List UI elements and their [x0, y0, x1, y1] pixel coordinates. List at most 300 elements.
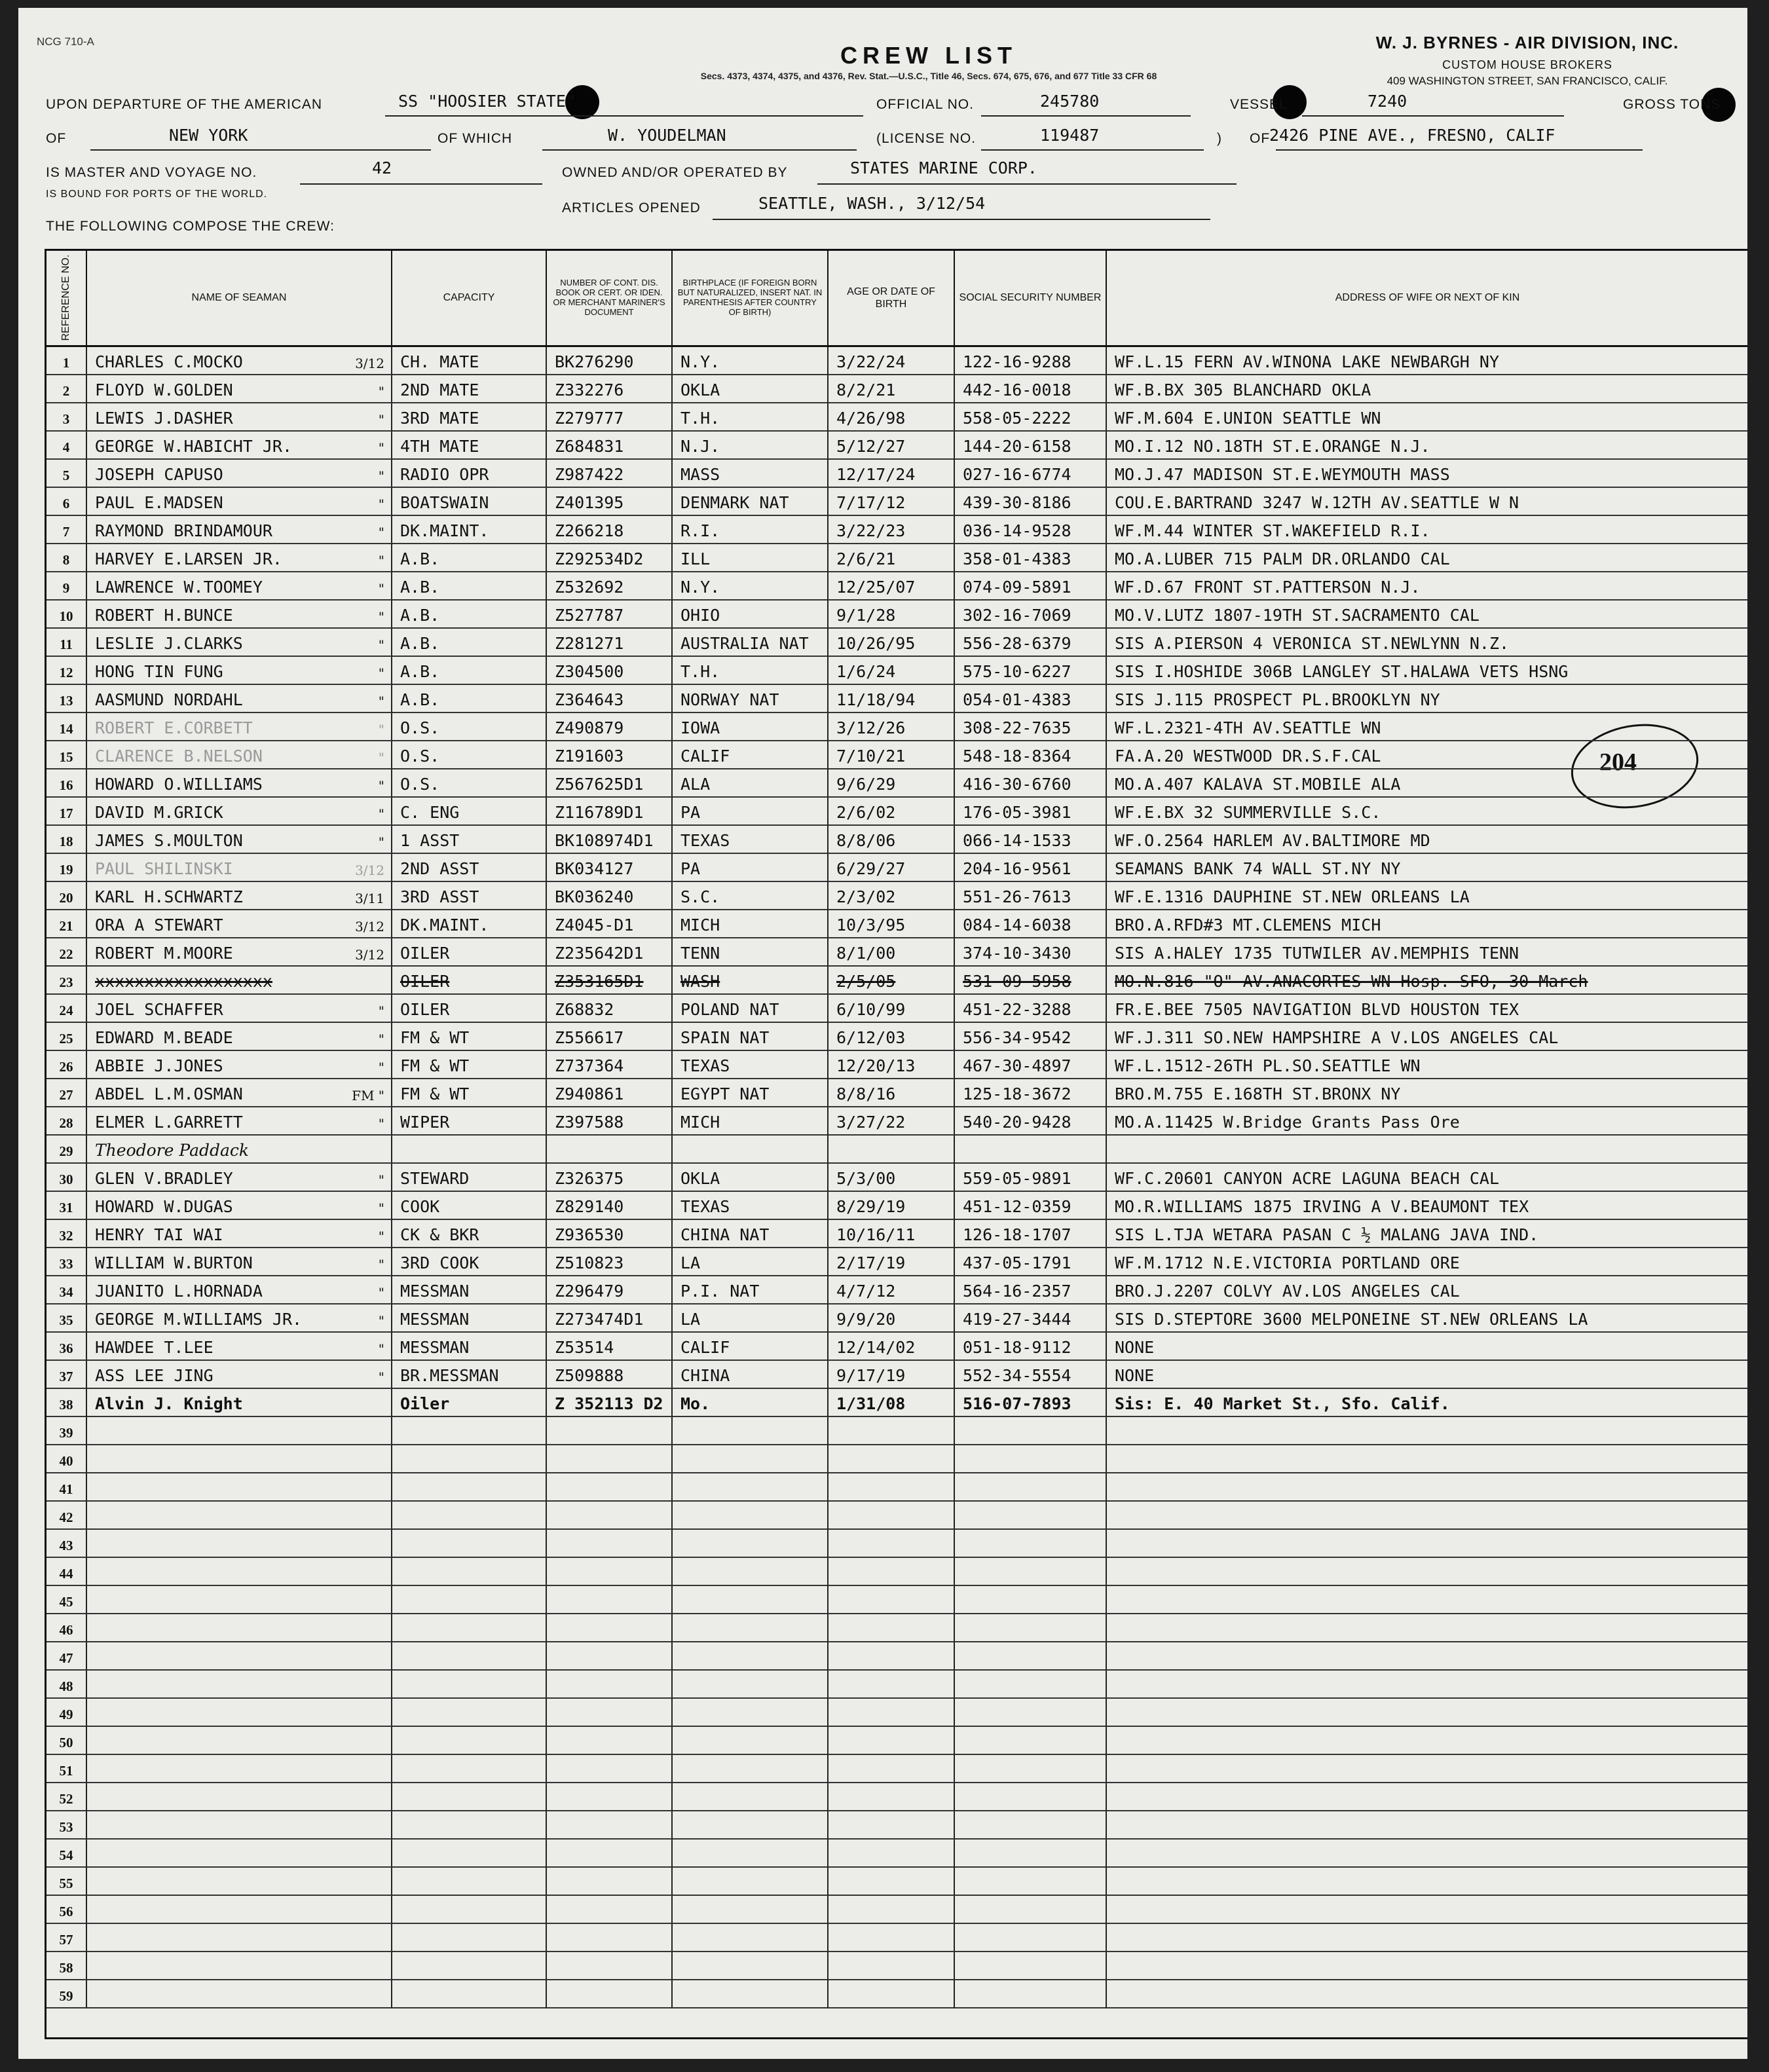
document-title: CREW LIST	[840, 42, 1017, 69]
crew-next-of-kin: WF.O.2564 HARLEM AV.BALTIMORE MD	[1107, 826, 1747, 854]
crew-sign-mark: "	[378, 750, 384, 766]
crew-dob	[829, 1473, 955, 1502]
crew-name	[87, 460, 392, 488]
crew-birthplace	[673, 1530, 829, 1558]
crew-next-of-kin: SIS D.STEPTORE 3600 MELPONEINE ST.NEW ORLEANS LA	[1107, 1304, 1747, 1333]
crew-birthplace: MASS	[673, 460, 829, 488]
crew-name	[87, 938, 392, 967]
crew-dob: 12/14/02	[829, 1333, 955, 1361]
crew-document-no: Z490879	[547, 713, 673, 741]
crew-sign-mark: "	[378, 1313, 384, 1329]
crew-name	[87, 1952, 392, 1980]
crew-birthplace: Mo.	[673, 1389, 829, 1417]
crew-document-no: Z266218	[547, 516, 673, 544]
crew-next-of-kin	[1107, 1417, 1747, 1445]
crew-ssn	[955, 1952, 1107, 1980]
crew-name	[87, 544, 392, 572]
crew-document-no	[547, 1952, 673, 1980]
crew-birthplace	[673, 1558, 829, 1586]
crew-ref: 38	[47, 1389, 87, 1417]
crew-name-text: FLOYD W.GOLDEN	[95, 380, 233, 399]
crew-next-of-kin	[1107, 1530, 1747, 1558]
crew-ref: 54	[47, 1840, 87, 1868]
crew-ssn	[955, 1136, 1107, 1164]
crew-birthplace	[673, 1473, 829, 1502]
crew-next-of-kin: BRO.M.755 E.168TH ST.BRONX NY	[1107, 1079, 1747, 1107]
crew-birthplace	[673, 1136, 829, 1164]
crew-birthplace	[673, 1502, 829, 1530]
crew-ref: 21	[47, 910, 87, 938]
crew-ssn: 558-05-2222	[955, 403, 1107, 432]
crew-next-of-kin	[1107, 1445, 1747, 1473]
label-bound-for: IS BOUND FOR PORTS OF THE WORLD.	[46, 189, 268, 200]
crew-ref: 14	[47, 713, 87, 741]
crew-ssn: 027-16-6774	[955, 460, 1107, 488]
crew-ref: 44	[47, 1558, 87, 1586]
crew-dob: 8/29/19	[829, 1192, 955, 1220]
crew-dob	[829, 1811, 955, 1840]
crew-document-no: Z304500	[547, 657, 673, 685]
crew-sign-mark: "	[378, 1060, 384, 1075]
crew-next-of-kin	[1107, 1473, 1747, 1502]
crew-birthplace: DENMARK NAT	[673, 488, 829, 516]
crew-name-text: GEORGE M.WILLIAMS JR.	[95, 1310, 303, 1329]
crew-dob: 8/8/06	[829, 826, 955, 854]
crew-capacity: A.B.	[392, 629, 547, 657]
crew-document-no: Z53514	[547, 1333, 673, 1361]
broker-address: 409 WASHINGTON STREET, SAN FRANCISCO, CALIF.	[1387, 75, 1668, 87]
crew-sign-mark: "	[378, 581, 384, 597]
crew-next-of-kin	[1107, 1980, 1747, 2008]
crew-capacity: 4TH MATE	[392, 432, 547, 460]
crew-capacity: 2ND ASST	[392, 854, 547, 882]
crew-name-text: JAMES S.MOULTON	[95, 831, 243, 850]
crew-ssn	[955, 1586, 1107, 1614]
crew-sign-mark: "	[378, 834, 384, 850]
crew-sign-mark: "	[378, 609, 384, 625]
crew-ref: 52	[47, 1783, 87, 1811]
crew-sign-mark: "	[378, 440, 384, 456]
crew-ssn	[955, 1980, 1107, 2008]
crew-ssn: 556-28-6379	[955, 629, 1107, 657]
document-subtitle: Secs. 4373, 4374, 4375, and 4376, Rev. Stat.—U.S.C., Title 46, Secs. 674, 675, 676, and 677 Title 33 CFR 68	[700, 71, 1157, 81]
crew-next-of-kin	[1107, 1671, 1747, 1699]
crew-capacity: A.B.	[392, 685, 547, 713]
crew-document-no: Z296479	[547, 1276, 673, 1304]
crew-document-no: Z279777	[547, 403, 673, 432]
crew-name: Theodore Paddack	[87, 1136, 392, 1164]
col-header-ref: REFERENCE NO.	[47, 251, 87, 347]
crew-name	[87, 995, 392, 1023]
crew-ssn: 559-05-9891	[955, 1164, 1107, 1192]
crew-capacity	[392, 1473, 547, 1502]
crew-ref: 1	[47, 347, 87, 375]
crew-document-no	[547, 1727, 673, 1755]
crew-ref: 26	[47, 1051, 87, 1079]
crew-document-no	[547, 1671, 673, 1699]
crew-name	[87, 347, 392, 375]
crew-ssn	[955, 1699, 1107, 1727]
crew-birthplace: PA	[673, 854, 829, 882]
crew-capacity: OILER	[392, 938, 547, 967]
crew-capacity: 3RD MATE	[392, 403, 547, 432]
crew-dob: 4/26/98	[829, 403, 955, 432]
crew-capacity: DK.MAINT.	[392, 910, 547, 938]
crew-name-text: AASMUND NORDAHL	[95, 690, 243, 709]
crew-document-no	[547, 1614, 673, 1642]
crew-birthplace	[673, 1811, 829, 1840]
crew-ref: 39	[47, 1417, 87, 1445]
crew-name-text: ABDEL L.M.OSMAN	[95, 1084, 243, 1103]
crew-ref: 37	[47, 1361, 87, 1389]
crew-ref: 48	[47, 1671, 87, 1699]
master-name: W. YOUDELMAN	[608, 126, 726, 145]
crew-document-no: Z 352113 D2	[547, 1389, 673, 1417]
crew-sign-mark: "	[378, 806, 384, 822]
crew-ref: 22	[47, 938, 87, 967]
crew-birthplace: CHINA	[673, 1361, 829, 1389]
crew-next-of-kin	[1107, 1699, 1747, 1727]
crew-ref: 50	[47, 1727, 87, 1755]
crew-dob: 7/17/12	[829, 488, 955, 516]
crew-sign-mark: "	[378, 1257, 384, 1272]
crew-capacity: A.B.	[392, 572, 547, 601]
crew-capacity: FM & WT	[392, 1051, 547, 1079]
crew-ref: 46	[47, 1614, 87, 1642]
label-departure: UPON DEPARTURE OF THE AMERICAN	[46, 97, 323, 112]
crew-name	[87, 1502, 392, 1530]
crew-ssn	[955, 1445, 1107, 1473]
crew-sign-mark: "	[378, 553, 384, 568]
crew-dob: 9/9/20	[829, 1304, 955, 1333]
crew-name	[87, 713, 392, 741]
crew-ssn	[955, 1755, 1107, 1783]
crew-name-text: ORA A STEWART	[95, 916, 223, 934]
crew-document-no	[547, 1868, 673, 1896]
crew-capacity	[392, 1530, 547, 1558]
crew-sign-mark: "	[378, 694, 384, 709]
crew-birthplace: LA	[673, 1304, 829, 1333]
crew-capacity	[392, 1840, 547, 1868]
crew-birthplace	[673, 1868, 829, 1896]
crew-name-text: EDWARD M.BEADE	[95, 1028, 233, 1047]
crew-birthplace	[673, 1896, 829, 1924]
crew-birthplace	[673, 1783, 829, 1811]
crew-dob	[829, 1614, 955, 1642]
crew-next-of-kin: WF.M.44 WINTER ST.WAKEFIELD R.I.	[1107, 516, 1747, 544]
crew-dob	[829, 1417, 955, 1445]
crew-sign-mark: "	[378, 468, 384, 484]
crew-document-no	[547, 1502, 673, 1530]
col-header-kin: ADDRESS OF WIFE OR NEXT OF KIN	[1107, 251, 1747, 347]
crew-sign-mark: "	[378, 525, 384, 540]
gross-tons: 7240	[1368, 92, 1407, 111]
crew-name	[87, 1023, 392, 1051]
crew-document-no	[547, 1417, 673, 1445]
crew-name	[87, 1192, 392, 1220]
crew-ssn	[955, 1502, 1107, 1530]
crew-ref: 56	[47, 1896, 87, 1924]
crew-capacity	[392, 1417, 547, 1445]
crew-ref: 4	[47, 432, 87, 460]
crew-name	[87, 1530, 392, 1558]
crew-capacity	[392, 1727, 547, 1755]
crew-capacity	[392, 1642, 547, 1671]
crew-dob	[829, 1868, 955, 1896]
crew-name	[87, 1473, 392, 1502]
crew-ref: 5	[47, 460, 87, 488]
crew-dob: 4/7/12	[829, 1276, 955, 1304]
crew-next-of-kin: NONE	[1107, 1333, 1747, 1361]
crew-ref: 53	[47, 1811, 87, 1840]
crew-ssn: 416-30-6760	[955, 769, 1107, 798]
crew-dob	[829, 1924, 955, 1952]
crew-name	[87, 1755, 392, 1783]
crew-name	[87, 1642, 392, 1671]
crew-next-of-kin: SIS A.HALEY 1735 TUTWILER AV.MEMPHIS TENN	[1107, 938, 1747, 967]
crew-name-text: WILLIAM W.BURTON	[95, 1253, 253, 1272]
crew-next-of-kin: SIS J.115 PROSPECT PL.BROOKLYN NY	[1107, 685, 1747, 713]
crew-ref: 15	[47, 741, 87, 769]
crew-capacity: A.B.	[392, 544, 547, 572]
crew-name-text: PAUL E.MADSEN	[95, 493, 223, 512]
crew-document-no	[547, 1980, 673, 2008]
crew-name-text: ROBERT M.MOORE	[95, 944, 233, 963]
crew-capacity: RADIO OPR	[392, 460, 547, 488]
crew-birthplace: WASH	[673, 967, 829, 995]
crew-next-of-kin: Sis: E. 40 Market St., Sfo. Calif.	[1107, 1389, 1747, 1417]
broker-block	[1344, 33, 1711, 88]
crew-sign-mark: "	[378, 496, 384, 512]
crew-birthplace: TEXAS	[673, 826, 829, 854]
crew-sign-mark: "	[378, 1172, 384, 1188]
crew-dob: 12/20/13	[829, 1051, 955, 1079]
crew-ssn: 126-18-1707	[955, 1220, 1107, 1248]
crew-document-no: Z116789D1	[547, 798, 673, 826]
crew-birthplace: P.I. NAT	[673, 1276, 829, 1304]
crew-birthplace: OKLA	[673, 375, 829, 403]
crew-sign-mark: "	[378, 665, 384, 681]
crew-name	[87, 741, 392, 769]
crew-name	[87, 1333, 392, 1361]
crew-sign-mark: 3/12	[355, 919, 384, 934]
crew-name-text: HAWDEE T.LEE	[95, 1338, 214, 1357]
crew-sign-mark: "	[378, 1341, 384, 1357]
crew-next-of-kin	[1107, 1783, 1747, 1811]
crew-document-no: BK108974D1	[547, 826, 673, 854]
crew-ref: 31	[47, 1192, 87, 1220]
crew-document-no: Z684831	[547, 432, 673, 460]
crew-name	[87, 1107, 392, 1136]
crew-sign-mark: "	[378, 1031, 384, 1047]
crew-next-of-kin	[1107, 1868, 1747, 1896]
crew-name	[87, 1783, 392, 1811]
crew-dob	[829, 1840, 955, 1868]
crew-capacity: OILER	[392, 967, 547, 995]
crew-next-of-kin: WF.M.604 E.UNION SEATTLE WN	[1107, 403, 1747, 432]
crew-name-text: ROBERT H.BUNCE	[95, 606, 233, 625]
crew-ref: 35	[47, 1304, 87, 1333]
crew-name	[87, 1980, 392, 2008]
crew-document-no: BK036240	[547, 882, 673, 910]
crew-ssn: 074-09-5891	[955, 572, 1107, 601]
crew-birthplace: TEXAS	[673, 1192, 829, 1220]
crew-capacity	[392, 1811, 547, 1840]
crew-document-no: Z401395	[547, 488, 673, 516]
crew-capacity	[392, 1896, 547, 1924]
col-header-name: NAME OF SEAMAN	[87, 251, 392, 347]
col-header-ssn: SOCIAL SECURITY NUMBER	[955, 251, 1107, 347]
crew-document-no	[547, 1136, 673, 1164]
crew-birthplace: EGYPT NAT	[673, 1079, 829, 1107]
crew-ref: 32	[47, 1220, 87, 1248]
crew-next-of-kin	[1107, 1727, 1747, 1755]
crew-name	[87, 685, 392, 713]
crew-next-of-kin: SEAMANS BANK 74 WALL ST.NY NY	[1107, 854, 1747, 882]
crew-document-no	[547, 1445, 673, 1473]
crew-name	[87, 1417, 392, 1445]
crew-next-of-kin: WF.L.15 FERN AV.WINONA LAKE NEWBARGH NY	[1107, 347, 1747, 375]
voyage-no: 42	[372, 158, 392, 177]
crew-dob: 1/6/24	[829, 657, 955, 685]
crew-capacity	[392, 1783, 547, 1811]
crew-ssn: 176-05-3981	[955, 798, 1107, 826]
crew-name-text: HARVEY E.LARSEN JR.	[95, 549, 282, 568]
label-of-address: OF	[1250, 131, 1271, 146]
crew-name-text: HOWARD O.WILLIAMS	[95, 775, 263, 794]
crew-birthplace	[673, 1840, 829, 1868]
crew-name	[87, 1840, 392, 1868]
crew-capacity	[392, 1558, 547, 1586]
crew-next-of-kin	[1107, 1755, 1747, 1783]
crew-dob	[829, 1755, 955, 1783]
crew-next-of-kin: COU.E.BARTRAND 3247 W.12TH AV.SEATTLE W N	[1107, 488, 1747, 516]
crew-ssn: 374-10-3430	[955, 938, 1107, 967]
crew-dob: 3/22/23	[829, 516, 955, 544]
crew-ssn: 451-22-3288	[955, 995, 1107, 1023]
crew-document-no	[547, 1755, 673, 1783]
crew-dob: 6/12/03	[829, 1023, 955, 1051]
crew-ref: 18	[47, 826, 87, 854]
crew-ssn: 548-18-8364	[955, 741, 1107, 769]
crew-next-of-kin: WF.M.1712 N.E.VICTORIA PORTLAND ORE	[1107, 1248, 1747, 1276]
crew-document-no	[547, 1896, 673, 1924]
crew-ssn: 556-34-9542	[955, 1023, 1107, 1051]
crew-name	[87, 403, 392, 432]
crew-document-no: Z829140	[547, 1192, 673, 1220]
crew-dob: 9/6/29	[829, 769, 955, 798]
crew-name-text: JOSEPH CAPUSO	[95, 465, 223, 484]
crew-document-no: Z4045-D1	[547, 910, 673, 938]
crew-birthplace	[673, 1642, 829, 1671]
crew-dob: 3/22/24	[829, 347, 955, 375]
label-official-no: OFFICIAL NO.	[876, 97, 974, 112]
crew-capacity: Oiler	[392, 1389, 547, 1417]
crew-ref: 16	[47, 769, 87, 798]
crew-ref: 6	[47, 488, 87, 516]
crew-ref: 45	[47, 1586, 87, 1614]
crew-dob	[829, 1727, 955, 1755]
crew-dob: 6/10/99	[829, 995, 955, 1023]
crew-dob: 3/12/26	[829, 713, 955, 741]
crew-next-of-kin: MO.R.WILLIAMS 1875 IRVING A V.BEAUMONT TEX	[1107, 1192, 1747, 1220]
crew-document-no	[547, 1699, 673, 1727]
crew-name-text: LEWIS J.DASHER	[95, 409, 233, 428]
crew-birthplace	[673, 1417, 829, 1445]
crew-birthplace: ILL	[673, 544, 829, 572]
crew-document-no: Z567625D1	[547, 769, 673, 798]
crew-capacity: BR.MESSMAN	[392, 1361, 547, 1389]
crew-name	[87, 432, 392, 460]
crew-capacity	[392, 1924, 547, 1952]
license-no: 119487	[1040, 126, 1100, 145]
crew-birthplace	[673, 1952, 829, 1980]
crew-capacity: MESSMAN	[392, 1333, 547, 1361]
crew-next-of-kin	[1107, 1952, 1747, 1980]
crew-ssn: 552-34-5554	[955, 1361, 1107, 1389]
official-no: 245780	[1040, 92, 1100, 111]
crew-ssn: 451-12-0359	[955, 1192, 1107, 1220]
crew-dob	[829, 1502, 955, 1530]
crew-dob	[829, 1980, 955, 2008]
crew-ref: 19	[47, 854, 87, 882]
crew-ref: 9	[47, 572, 87, 601]
crew-capacity: FM & WT	[392, 1023, 547, 1051]
crew-next-of-kin	[1107, 1924, 1747, 1952]
crew-ref: 42	[47, 1502, 87, 1530]
crew-dob: 2/3/02	[829, 882, 955, 910]
crew-name-text: DAVID M.GRICK	[95, 803, 223, 822]
crew-next-of-kin	[1107, 1896, 1747, 1924]
crew-next-of-kin: FA.A.20 WESTWOOD DR.S.F.CAL	[1107, 741, 1747, 769]
crew-dob: 7/10/21	[829, 741, 955, 769]
crew-name	[87, 1924, 392, 1952]
crew-capacity: COOK	[392, 1192, 547, 1220]
crew-ref: 55	[47, 1868, 87, 1896]
crew-name	[87, 1671, 392, 1699]
label-gross-tons: GROSS TONS	[1623, 97, 1721, 112]
crew-document-no: Z353165D1	[547, 967, 673, 995]
label-compose: THE FOLLOWING COMPOSE THE CREW:	[46, 219, 335, 234]
crew-name-text: KARL H.SCHWARTZ	[95, 887, 243, 906]
label-license-close: )	[1217, 131, 1222, 146]
crew-ssn: 442-16-0018	[955, 375, 1107, 403]
crew-document-no	[547, 1811, 673, 1840]
crew-name	[87, 1164, 392, 1192]
crew-dob: 6/29/27	[829, 854, 955, 882]
crew-document-no: Z532692	[547, 572, 673, 601]
crew-ref: 30	[47, 1164, 87, 1192]
crew-ref: 51	[47, 1755, 87, 1783]
crew-name	[87, 375, 392, 403]
stamp-number: 204	[1599, 749, 1637, 776]
crew-name-text: ROBERT E.CORBETT	[95, 718, 253, 737]
master-address: 2426 PINE AVE., FRESNO, CALIF	[1269, 126, 1555, 145]
crew-ssn	[955, 1614, 1107, 1642]
crew-ref: 24	[47, 995, 87, 1023]
crew-name-text: JOEL SCHAFFER	[95, 1000, 223, 1019]
crew-ref: 23	[47, 967, 87, 995]
crew-next-of-kin: MO.J.47 MADISON ST.E.WEYMOUTH MASS	[1107, 460, 1747, 488]
crew-ref: 47	[47, 1642, 87, 1671]
crew-ssn: 144-20-6158	[955, 432, 1107, 460]
crew-dob: 1/31/08	[829, 1389, 955, 1417]
crew-birthplace: SPAIN NAT	[673, 1023, 829, 1051]
crew-name-text: LESLIE J.CLARKS	[95, 634, 243, 653]
crew-capacity: CK & BKR	[392, 1220, 547, 1248]
crew-next-of-kin: BRO.J.2207 COLVY AV.LOS ANGELES CAL	[1107, 1276, 1747, 1304]
crew-ref: 7	[47, 516, 87, 544]
